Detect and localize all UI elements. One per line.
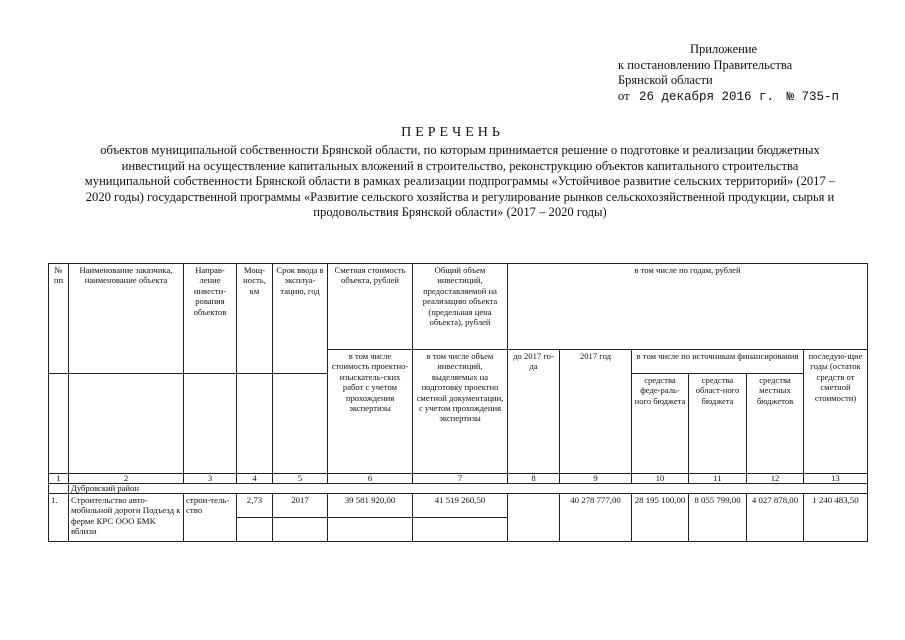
col-number: 10 [632,474,689,484]
header-direction: Направ-ление инвести-рования объектов [184,264,237,374]
row-term: 2017 [273,494,328,518]
col-number: 13 [804,474,868,484]
col-number: 6 [328,474,413,484]
col-number: 7 [413,474,508,484]
row-total: 41 519 260,50 [413,494,508,518]
col-number: 1 [49,474,69,484]
appendix-date-line [618,89,839,106]
appendix-header [618,42,839,105]
document-title: ПЕРЕЧЕНЬ [401,125,504,140]
region-name: Дубровский район [69,484,868,494]
col-number: 8 [508,474,560,484]
column-numbers-row [49,474,868,484]
col-number: 2 [69,474,184,484]
header-sources: в том числе по источникам финансирования [632,350,804,374]
resolution-number: № 735-п [786,89,839,104]
resolution-date: 26 декабря 2016 г. [638,89,774,104]
col-number: 12 [747,474,804,484]
row-federal: 28 195 100,00 [632,494,689,542]
row-regional: 8 055 799,00 [689,494,747,542]
appendix-region: Брянской области [618,73,713,87]
header-next-years: последую-щие годы (остаток средств от сметной стоимости) [804,350,868,474]
header-2017: 2017 год [560,350,632,474]
row-name: Строительство авто-мобильной дороги Подъезд к ферме КРС ООО БМК вблизи [69,494,184,542]
row-next-years: 1 240 483,50 [804,494,868,542]
col-number: 5 [273,474,328,484]
header-regional: средства област-ного бюджета [689,374,747,474]
header-by-years: в том числе по годам, рублей [508,264,868,350]
header-name: Наименование заказчика, наименование объекта [69,264,184,374]
row-2017: 40 278 777,00 [560,494,632,542]
header-federal: средства феде-раль-ного бюджета [632,374,689,474]
region-row [49,484,868,494]
header-cost-sub: в том числе стоимость проектно-изыскатель-ских работ с учетом прохождения экспертизы [328,350,413,474]
header-total: Общий объем инвестиций, предоставляемой на реализацию объекта (предельная цена объекта), рублей [413,264,508,350]
col-number: 4 [237,474,273,484]
appendix-resolution: к постановлению Правительства [618,57,793,72]
row-power: 2,73 [237,494,273,518]
document-subtitle: объектов муниципальной собственности Брянской области, по которым принимается решение о подготовке и реализации бюджетных инвестиций на осуществление капитальных вложений в строительство, реконструкцию объектов капитального строительства муниципальной собственности Брянской области в рамках реализации подпрограммы «Устойчивое развитие сельских территорий» (2017 – 2020 годы) государственной программы «Развитие сельского хозяйства и регулирование рынков сельскохозяйственной продукции, сырья и продовольствия Брянской области» (2017 – 2020 годы) [84,143,836,220]
investment-table [48,263,868,542]
row-before-2017 [508,494,560,542]
appendix-title: Приложение [690,42,758,56]
header-power: Мощ-ность, км [237,264,273,374]
row-no: 1. [49,494,69,542]
col-number: 9 [560,474,632,484]
header-term: Срок ввода в эксплуа-тацию, год [273,264,328,374]
table-row [49,494,868,518]
date-prefix: от [618,88,630,103]
col-number: 3 [184,474,237,484]
row-cost: 39 581 920,00 [328,494,413,518]
col-number: 11 [689,474,747,484]
row-local: 4 027 878,00 [747,494,804,542]
header-before-2017: до 2017 го-да [508,350,560,474]
header-cost: Сметная стоимость объекта, рублей [328,264,413,350]
header-total-sub: в том числе объем инвестиций, выделяемых на подготовку проектно сметной документации, с учетом прохождения экспертизы [413,350,508,474]
row-direction: строи-тель-ство [184,494,237,542]
header-local: средства местных бюджетов [747,374,804,474]
header-no: № пп [49,264,69,374]
